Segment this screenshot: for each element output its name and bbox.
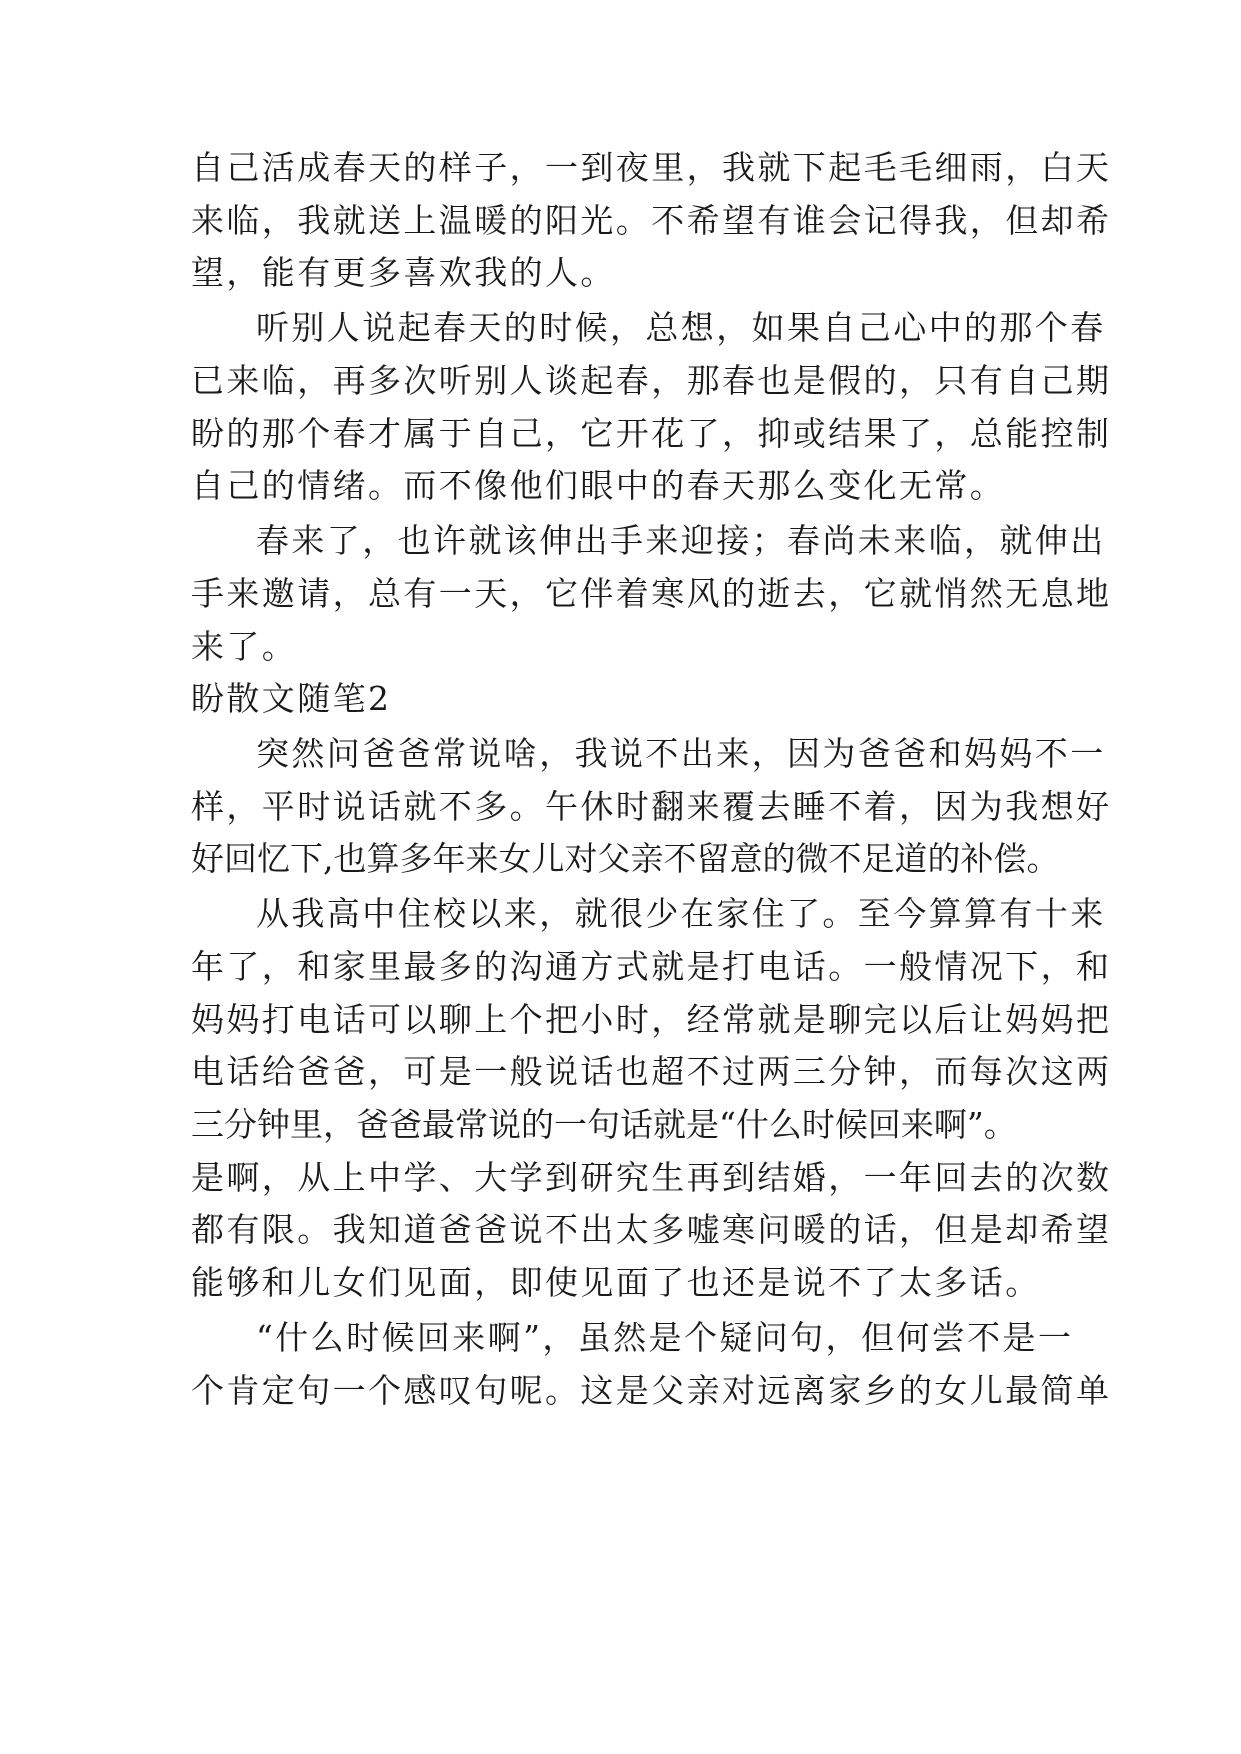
text-line: 妈妈打电话可以聊上个把小时，经常就是聊完以后让妈妈把: [191, 1000, 1112, 1039]
text-line: 能够和儿女们见面，即使见面了也还是说不了太多话。: [191, 1263, 1041, 1302]
text-line: 从我高中住校以来，就很少在家住了。至今算算有十来: [256, 894, 1106, 933]
text-line: 突然问爸爸常说啥，我说不出来，因为爸爸和妈妈不一: [256, 734, 1106, 773]
text-line: 年了，和家里最多的沟通方式就是打电话。一般情况下，和: [191, 947, 1112, 986]
text-line: 春来了，也许就该伸出手来迎接；春尚未来临，就伸出: [256, 521, 1106, 560]
text-line: 自己的情绪。而不像他们眼中的春天那么变化无常。: [191, 466, 1006, 505]
text-line: 手来邀请，总有一天，它伴着寒风的逝去，它就悄然无息地: [191, 574, 1112, 613]
section-heading: 盼散文随笔2: [191, 679, 392, 718]
text-line: 望，能有更多喜欢我的人。: [191, 253, 616, 292]
text-line: 电话给爸爸，可是一般说话也超不过两三分钟，而每次这两: [191, 1052, 1112, 1091]
text-line: 样，平时说话就不多。午休时翻来覆去睡不着，因为我想好: [191, 787, 1112, 826]
text-line: 三分钟里，爸爸最常说的一句话就是“什么时候回来啊”。: [191, 1105, 1017, 1144]
text-line: 都有限。我知道爸爸说不出太多嘘寒问暖的话，但是却希望: [191, 1210, 1112, 1249]
text-line: 盼的那个春才属于自己，它开花了，抑或结果了，总能控制: [191, 414, 1112, 453]
text-line: 已来临，再多次听别人谈起春，那春也是假的，只有自己期: [191, 361, 1112, 400]
text-line: 是啊，从上中学、大学到研究生再到结婚，一年回去的次数: [191, 1158, 1112, 1197]
text-line: 好回忆下,也算多年来女儿对父亲不留意的微不足道的补偿。: [191, 839, 1060, 878]
text-line: “什么时候回来啊”，虽然是个疑问句，但何尝不是一: [256, 1318, 1074, 1357]
text-line: 个肯定句一个感叹句呢。这是父亲对远离家乡的女儿最简单: [191, 1371, 1112, 1410]
text-line: 自己活成春天的样子，一到夜里，我就下起毛毛细雨，白天: [191, 148, 1112, 187]
text-line: 来了。: [191, 627, 298, 666]
text-line: 听别人说起春天的时候，总想，如果自己心中的那个春: [256, 308, 1106, 347]
text-line: 来临，我就送上温暖的阳光。不希望有谁会记得我，但却希: [191, 201, 1112, 240]
